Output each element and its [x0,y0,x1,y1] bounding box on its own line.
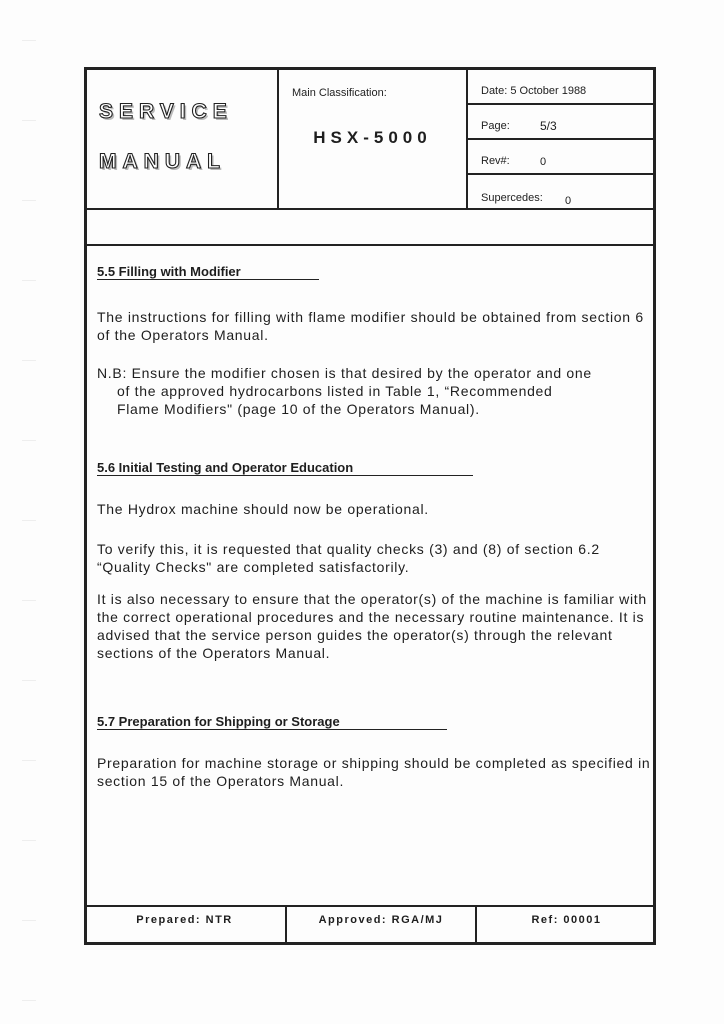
rev-row [468,140,653,175]
note-line: Flame Modifiers" (page 10 of the Operators Manual). [117,401,480,417]
note-line: of the approved hydrocarbons listed in Table 1, “Recommended [117,383,553,399]
classification-cell [279,70,468,208]
note-prefix: N.B: [97,365,128,381]
page-label: Page: [481,120,510,132]
meta-cell [468,70,653,208]
page-row [468,105,653,140]
reference-number: Ref: 00001 [531,914,602,926]
main-classification-label: Main Classification: [292,87,387,99]
supercedes-value: 0 [565,195,572,207]
document-frame [84,67,656,945]
date-row [468,70,653,105]
rev-value: 0 [540,156,547,168]
date-label: Date: 5 October 1988 [481,85,587,97]
section-heading-5-5: 5.5 Filling with Modifier [97,264,319,280]
title-service: SERVICE [99,100,233,123]
note-block [97,364,657,418]
footer-block [84,905,656,945]
blank-header-row [87,210,653,246]
prepared-by: Prepared: NTR [84,907,287,945]
title-manual: MANUAL [99,150,226,173]
supercedes-row [468,175,653,210]
note-line: Ensure the modifier chosen is that desired by the operator and one [131,365,592,381]
section-heading-5-6: 5.6 Initial Testing and Operator Education [97,460,473,476]
paragraph: It is also necessary to ensure that the operator(s) of the machine is familiar with the correct operational procedures and the necessary routine maintenance. It is advised that the service person guides the operator(s) through the relevant sections of the Operators Manual. [97,591,647,661]
approved-by: Approved: RGA/MJ [287,907,477,945]
paragraph: The instructions for filling with flame modifier should be obtained from section 6 of the Operators Manual. [97,309,644,343]
rev-label: Rev#: [481,155,510,167]
section-heading-5-7: 5.7 Preparation for Shipping or Storage [97,714,447,730]
header-block [87,70,653,210]
title-cell [87,70,279,208]
paragraph: Preparation for machine storage or shipping should be completed as specified in section 15 of the Operators Manual. [97,755,651,789]
supercedes-label: Supercedes: [481,192,543,204]
paragraph: The Hydrox machine should now be operational. [97,501,429,517]
scan-margin-marks [22,0,36,1024]
model-number: HSX-5000 [313,128,432,147]
paragraph: To verify this, it is requested that quality checks (3) and (8) of section 6.2 “Quality Checks" are completed satisfactorily. [97,541,600,575]
page-value: 5/3 [540,119,557,133]
